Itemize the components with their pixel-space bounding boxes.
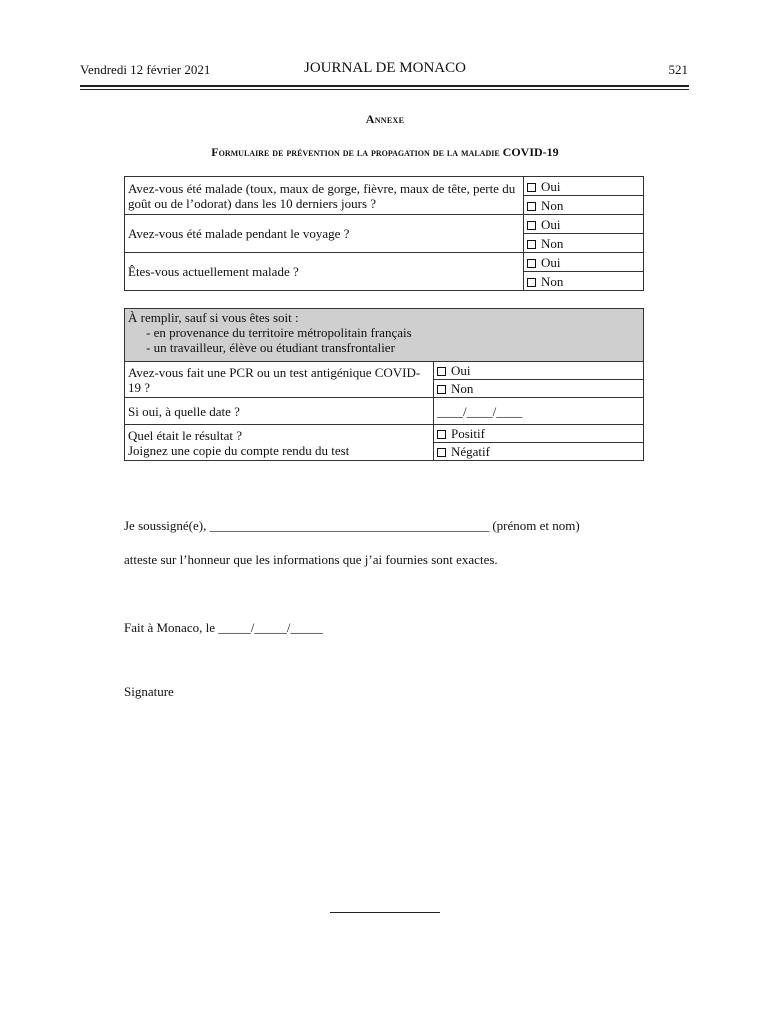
attestation-statement: atteste sur l’honneur que les informations que j’ai fournies sont exactes.: [124, 552, 498, 567]
answer-cell[interactable]: [524, 272, 644, 291]
question-cell: Si oui, à quelle date ?: [125, 398, 434, 425]
journal-title: JOURNAL DE MONACO: [304, 60, 466, 76]
question-cell: Êtes-vous actuellement malade ?: [125, 253, 524, 291]
table-row: [125, 177, 644, 196]
page-number: 521: [668, 62, 688, 77]
question-cell: Avez-vous été malade pendant le voyage ?: [125, 215, 524, 253]
checkbox-icon[interactable]: [437, 385, 446, 394]
answer-cell[interactable]: [434, 425, 644, 443]
option-label: Oui: [541, 178, 561, 194]
answer-cell[interactable]: [434, 443, 644, 461]
option-label: Positif: [451, 426, 485, 441]
option-label: Non: [541, 197, 564, 213]
question-cell: Avez-vous été malade (toux, maux de gorge, fièvre, maux de tête, perte du goût ou de l’odorat) dans les 10 derniers jours ?: [125, 177, 524, 215]
answer-cell[interactable]: [524, 215, 644, 234]
checkbox-icon[interactable]: [527, 278, 536, 287]
footer-rule: [330, 912, 440, 913]
answer-cell[interactable]: [434, 380, 644, 398]
question-cell: Avez-vous fait une PCR ou un test antigénique COVID-19 ?: [125, 362, 434, 398]
date-field[interactable]: ____/____/____: [434, 398, 644, 425]
header-rule-thick: [80, 85, 689, 87]
table-row: [125, 309, 644, 362]
form-title: Formulaire de prévention de la propagation de la maladie COVID-19: [211, 145, 559, 159]
result-question: Quel était le résultat ?: [128, 427, 243, 443]
attestation-date-line[interactable]: Fait à Monaco, le _____/_____/_____: [124, 620, 323, 635]
attestation-name-line[interactable]: Je soussigné(e), ___________________________________________ (prénom et nom): [124, 518, 580, 533]
question-cell: [125, 425, 434, 461]
checkbox-icon[interactable]: [527, 221, 536, 230]
exemption-item: - en provenance du territoire métropolitain français: [146, 325, 412, 340]
test-table: [124, 308, 644, 461]
checkbox-icon[interactable]: [527, 259, 536, 268]
answer-cell[interactable]: [434, 362, 644, 380]
answer-cell[interactable]: [524, 196, 644, 215]
option-label: Non: [541, 235, 564, 251]
answer-cell[interactable]: [524, 253, 644, 272]
section-intro-cell: [125, 309, 644, 362]
signature-label: Signature: [124, 684, 174, 699]
table-row: [125, 362, 644, 380]
option-label: Oui: [451, 363, 471, 378]
section-intro: À remplir, sauf si vous êtes soit :: [128, 310, 299, 325]
table-row: [125, 425, 644, 443]
header-date: Vendredi 12 février 2021: [80, 62, 211, 77]
checkbox-icon[interactable]: [527, 183, 536, 192]
table-row: [125, 215, 644, 234]
checkbox-icon[interactable]: [437, 367, 446, 376]
option-label: Négatif: [451, 444, 490, 459]
answer-cell[interactable]: [524, 234, 644, 253]
annexe-title: Annexe: [365, 112, 405, 126]
table-row: [125, 398, 644, 425]
symptoms-table: [124, 176, 644, 291]
option-label: Non: [541, 273, 564, 289]
checkbox-icon[interactable]: [437, 448, 446, 457]
option-label: Non: [451, 381, 474, 396]
table-row: [125, 253, 644, 272]
checkbox-icon[interactable]: [527, 202, 536, 211]
checkbox-icon[interactable]: [437, 430, 446, 439]
option-label: Oui: [541, 254, 561, 270]
header-rule-thin: [80, 89, 689, 90]
checkbox-icon[interactable]: [527, 240, 536, 249]
option-label: Oui: [541, 216, 561, 232]
exemption-item: - un travailleur, élève ou étudiant transfrontalier: [146, 340, 395, 355]
result-instruction: Joignez une copie du compte rendu du test: [128, 442, 350, 458]
answer-cell[interactable]: [524, 177, 644, 196]
